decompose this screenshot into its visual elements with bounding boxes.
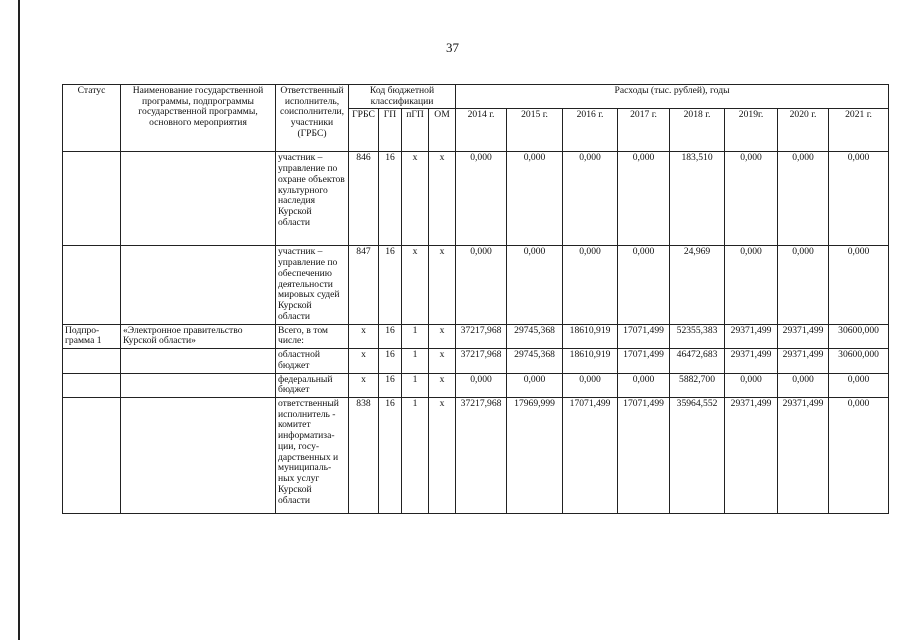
responsible-cell: ответственный исполнитель - комитет информатиза-ции, госу-дарственных и муниципаль-ных услуг Курской области <box>276 398 349 514</box>
grbs-cell: 838 <box>349 398 379 514</box>
expense-value-cell: 0,000 <box>563 246 618 324</box>
expense-value-cell: 0,000 <box>456 152 507 246</box>
header-budget-code: Код бюджетной классификации <box>349 85 456 109</box>
responsible-cell: областной бюджет <box>276 349 349 373</box>
program-name-cell <box>121 349 276 373</box>
expense-value-cell: 0,000 <box>618 373 670 397</box>
grbs-cell: х <box>349 373 379 397</box>
table-row <box>63 152 889 246</box>
expense-value-cell: 0,000 <box>618 152 670 246</box>
om-cell: х <box>429 349 456 373</box>
header-year: 2017 г. <box>618 109 670 152</box>
status-cell <box>63 246 121 324</box>
expense-value-cell: 17071,499 <box>618 324 670 348</box>
program-name-cell: «Электронное правительство Курской области» <box>121 324 276 348</box>
expense-value-cell: 0,000 <box>725 246 778 324</box>
responsible-cell: участник – управление по охране объектов культурного наследия Курской области <box>276 152 349 246</box>
header-om: ОМ <box>429 109 456 152</box>
gp-cell: 16 <box>379 373 402 397</box>
expense-value-cell: 0,000 <box>778 246 829 324</box>
status-cell <box>63 349 121 373</box>
om-cell: х <box>429 152 456 246</box>
expense-value-cell: 17071,499 <box>563 398 618 514</box>
expense-value-cell: 35964,552 <box>670 398 725 514</box>
expense-value-cell: 37217,968 <box>456 324 507 348</box>
om-cell: х <box>429 398 456 514</box>
header-year: 2015 г. <box>507 109 563 152</box>
grbs-cell: 847 <box>349 246 379 324</box>
status-cell <box>63 373 121 397</box>
expense-value-cell: 29745,368 <box>507 349 563 373</box>
expense-value-cell: 0,000 <box>778 152 829 246</box>
expense-value-cell: 0,000 <box>507 373 563 397</box>
responsible-cell: Всего, в том числе: <box>276 324 349 348</box>
header-year: 2016 г. <box>563 109 618 152</box>
expense-value-cell: 0,000 <box>507 246 563 324</box>
header-year: 2021 г. <box>829 109 889 152</box>
expense-value-cell: 0,000 <box>778 373 829 397</box>
table-row <box>63 373 889 397</box>
program-name-cell <box>121 152 276 246</box>
header-year: 2020 г. <box>778 109 829 152</box>
expense-value-cell: 29371,499 <box>778 349 829 373</box>
header-year: 2018 г. <box>670 109 725 152</box>
expense-value-cell: 0,000 <box>563 373 618 397</box>
pgp-cell: х <box>402 246 429 324</box>
expense-value-cell: 0,000 <box>829 152 889 246</box>
expense-value-cell: 0,000 <box>725 373 778 397</box>
expense-value-cell: 29745,368 <box>507 324 563 348</box>
expense-value-cell: 17071,499 <box>618 349 670 373</box>
expense-value-cell: 30600,000 <box>829 349 889 373</box>
expense-value-cell: 0,000 <box>456 246 507 324</box>
expense-value-cell: 18610,919 <box>563 324 618 348</box>
status-cell <box>63 398 121 514</box>
header-expenses: Расходы (тыс. рублей), годы <box>456 85 889 109</box>
pgp-cell: 1 <box>402 349 429 373</box>
expense-value-cell: 29371,499 <box>725 349 778 373</box>
expense-value-cell: 37217,968 <box>456 398 507 514</box>
header-responsible: Ответственный исполнитель, соисполнители, участники (ГРБС) <box>276 85 349 152</box>
expense-value-cell: 37217,968 <box>456 349 507 373</box>
status-cell <box>63 152 121 246</box>
expense-value-cell: 46472,683 <box>670 349 725 373</box>
header-gp: ГП <box>379 109 402 152</box>
responsible-cell: участник – управление по обеспечению деятельности мировых судей Курской области <box>276 246 349 324</box>
pgp-cell: 1 <box>402 324 429 348</box>
status-cell: Подпро-грамма 1 <box>63 324 121 348</box>
table-row <box>63 246 889 324</box>
expense-value-cell: 24,969 <box>670 246 725 324</box>
pgp-cell: 1 <box>402 398 429 514</box>
gp-cell: 16 <box>379 152 402 246</box>
table-row <box>63 398 889 514</box>
pgp-cell: 1 <box>402 373 429 397</box>
table-body <box>63 152 889 514</box>
expense-value-cell: 0,000 <box>507 152 563 246</box>
header-name: Наименование государственной программы, подпрограммы государственной программы, основного мероприятия <box>121 85 276 152</box>
expense-value-cell: 52355,383 <box>670 324 725 348</box>
expense-value-cell: 17969,999 <box>507 398 563 514</box>
expense-value-cell: 0,000 <box>829 373 889 397</box>
expense-value-cell: 29371,499 <box>778 398 829 514</box>
gp-cell: 16 <box>379 349 402 373</box>
program-name-cell <box>121 373 276 397</box>
expense-value-cell: 30600,000 <box>829 324 889 348</box>
expense-value-cell: 5882,700 <box>670 373 725 397</box>
expense-value-cell: 0,000 <box>456 373 507 397</box>
budget-expenses-table <box>62 84 889 514</box>
expense-value-cell: 29371,499 <box>725 324 778 348</box>
table-row <box>63 349 889 373</box>
expense-value-cell: 29371,499 <box>725 398 778 514</box>
expense-value-cell: 18610,919 <box>563 349 618 373</box>
expense-value-cell: 183,510 <box>670 152 725 246</box>
expense-value-cell: 0,000 <box>563 152 618 246</box>
gp-cell: 16 <box>379 398 402 514</box>
expense-value-cell: 0,000 <box>829 246 889 324</box>
grbs-cell: х <box>349 349 379 373</box>
header-pgp: пГП <box>402 109 429 152</box>
om-cell: х <box>429 324 456 348</box>
program-name-cell <box>121 398 276 514</box>
responsible-cell: федеральный бюджет <box>276 373 349 397</box>
om-cell: х <box>429 246 456 324</box>
expense-value-cell: 0,000 <box>829 398 889 514</box>
page-number: 37 <box>446 40 459 55</box>
pgp-cell: х <box>402 152 429 246</box>
expense-value-cell: 29371,499 <box>778 324 829 348</box>
header-year: 2019г. <box>725 109 778 152</box>
expense-value-cell: 17071,499 <box>618 398 670 514</box>
table-row <box>63 324 889 348</box>
expense-value-cell: 0,000 <box>618 246 670 324</box>
gp-cell: 16 <box>379 324 402 348</box>
program-name-cell <box>121 246 276 324</box>
expense-value-cell: 0,000 <box>725 152 778 246</box>
om-cell: х <box>429 373 456 397</box>
grbs-cell: 846 <box>349 152 379 246</box>
grbs-cell: х <box>349 324 379 348</box>
header-year: 2014 г. <box>456 109 507 152</box>
page-left-border <box>18 0 20 640</box>
header-status: Статус <box>63 85 121 152</box>
gp-cell: 16 <box>379 246 402 324</box>
header-grbs: ГРБС <box>349 109 379 152</box>
